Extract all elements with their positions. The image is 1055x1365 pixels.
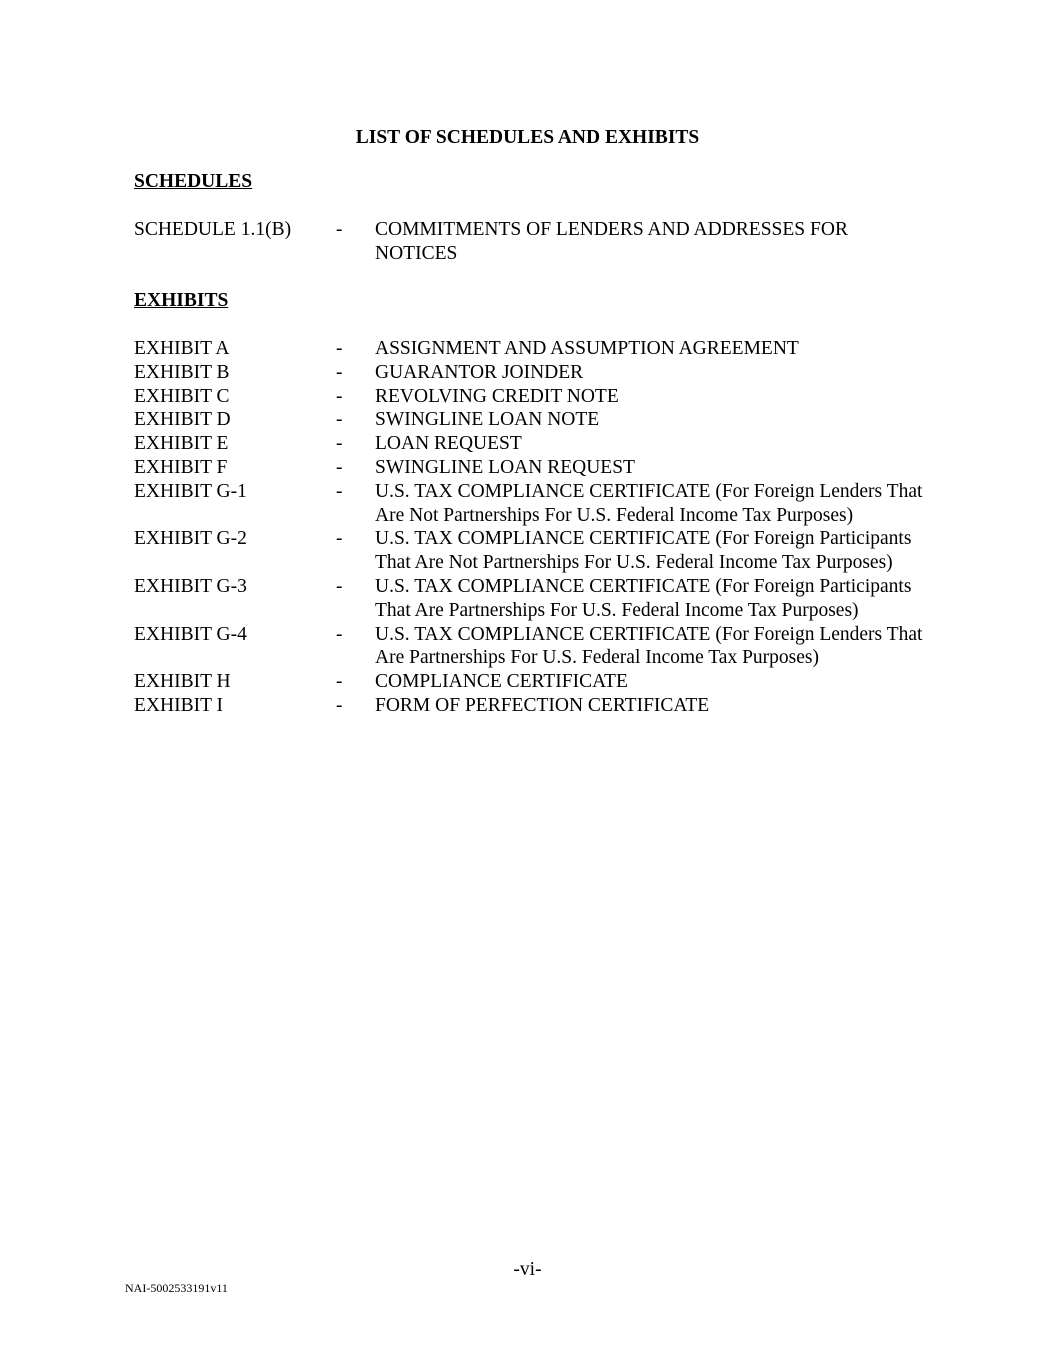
exhibit-entry xyxy=(134,694,934,718)
page-number: -vi- xyxy=(513,1259,542,1280)
exhibit-label: EXHIBIT H xyxy=(134,671,231,693)
entry-dash: - xyxy=(336,456,343,478)
schedule-label: SCHEDULE 1.1(B) xyxy=(134,219,292,240)
exhibit-description: U.S. TAX COMPLIANCE CERTIFICATE (For Foreign Participants That Are Partnerships For U.S. Federal Income Tax Purposes) xyxy=(375,575,912,621)
exhibit-label: EXHIBIT F xyxy=(134,456,228,478)
exhibit-description: REVOLVING CREDIT NOTE xyxy=(375,385,619,407)
entry-dash: - xyxy=(336,671,343,693)
exhibit-label: EXHIBIT G-4 xyxy=(134,623,247,645)
exhibit-entry xyxy=(134,385,934,409)
exhibit-description: U.S. TAX COMPLIANCE CERTIFICATE (For Foreign Lenders That Are Not Partnerships For U.S. Federal Income Tax Purposes) xyxy=(375,480,923,526)
exhibit-label: EXHIBIT A xyxy=(134,338,230,359)
entry-dash: - xyxy=(336,219,343,240)
entry-dash: - xyxy=(336,528,343,550)
exhibit-entry xyxy=(134,408,934,432)
exhibit-entry xyxy=(134,456,934,480)
exhibit-entry xyxy=(134,337,934,361)
exhibit-description: GUARANTOR JOINDER xyxy=(375,361,584,383)
exhibit-entry xyxy=(134,670,934,694)
exhibits-heading: EXHIBITS xyxy=(134,290,229,311)
exhibit-description: U.S. TAX COMPLIANCE CERTIFICATE (For Foreign Lenders That Are Partnerships For U.S. Federal Income Tax Purposes) xyxy=(375,623,923,669)
exhibit-label: EXHIBIT G-2 xyxy=(134,528,247,550)
entry-dash: - xyxy=(336,409,343,431)
entry-dash: - xyxy=(336,361,343,383)
exhibit-description: FORM OF PERFECTION CERTIFICATE xyxy=(375,694,710,716)
exhibit-entry xyxy=(134,432,934,456)
schedule-description: COMMITMENTS OF LENDERS AND ADDRESSES FOR NOTICES xyxy=(375,219,848,264)
exhibit-description: SWINGLINE LOAN REQUEST xyxy=(375,456,635,478)
entry-dash: - xyxy=(336,433,343,455)
entry-dash: - xyxy=(336,385,343,407)
exhibit-description: LOAN REQUEST xyxy=(375,433,522,455)
exhibit-description: COMPLIANCE CERTIFICATE xyxy=(375,671,628,693)
exhibit-description: SWINGLINE LOAN NOTE xyxy=(375,409,600,431)
entry-dash: - xyxy=(336,480,343,502)
entry-dash: - xyxy=(336,694,343,716)
entry-dash: - xyxy=(336,338,343,359)
exhibit-description: U.S. TAX COMPLIANCE CERTIFICATE (For Foreign Participants That Are Not Partnerships For U.S. Federal Income Tax Purposes) xyxy=(375,528,912,574)
exhibits-list xyxy=(134,337,934,718)
exhibit-label: EXHIBIT G-3 xyxy=(134,575,247,597)
exhibit-entry xyxy=(134,480,934,528)
exhibit-label: EXHIBIT E xyxy=(134,433,229,455)
schedules-list xyxy=(134,218,934,266)
exhibit-label: EXHIBIT C xyxy=(134,385,230,407)
exhibit-label: EXHIBIT I xyxy=(134,694,223,716)
exhibit-entry xyxy=(134,361,934,385)
exhibit-entry xyxy=(134,623,934,671)
entry-dash: - xyxy=(336,575,343,597)
exhibit-entry xyxy=(134,575,934,623)
schedule-entry xyxy=(134,218,934,266)
entry-dash: - xyxy=(336,623,343,645)
exhibit-entry xyxy=(134,527,934,575)
exhibit-description: ASSIGNMENT AND ASSUMPTION AGREEMENT xyxy=(375,338,799,359)
document-id: NAI-5002533191v11 xyxy=(125,1281,228,1295)
exhibit-label: EXHIBIT D xyxy=(134,409,231,431)
schedules-heading: SCHEDULES xyxy=(134,171,253,192)
page-title: LIST OF SCHEDULES AND EXHIBITS xyxy=(355,127,700,148)
exhibit-label: EXHIBIT G-1 xyxy=(134,480,247,502)
exhibit-label: EXHIBIT B xyxy=(134,361,230,383)
